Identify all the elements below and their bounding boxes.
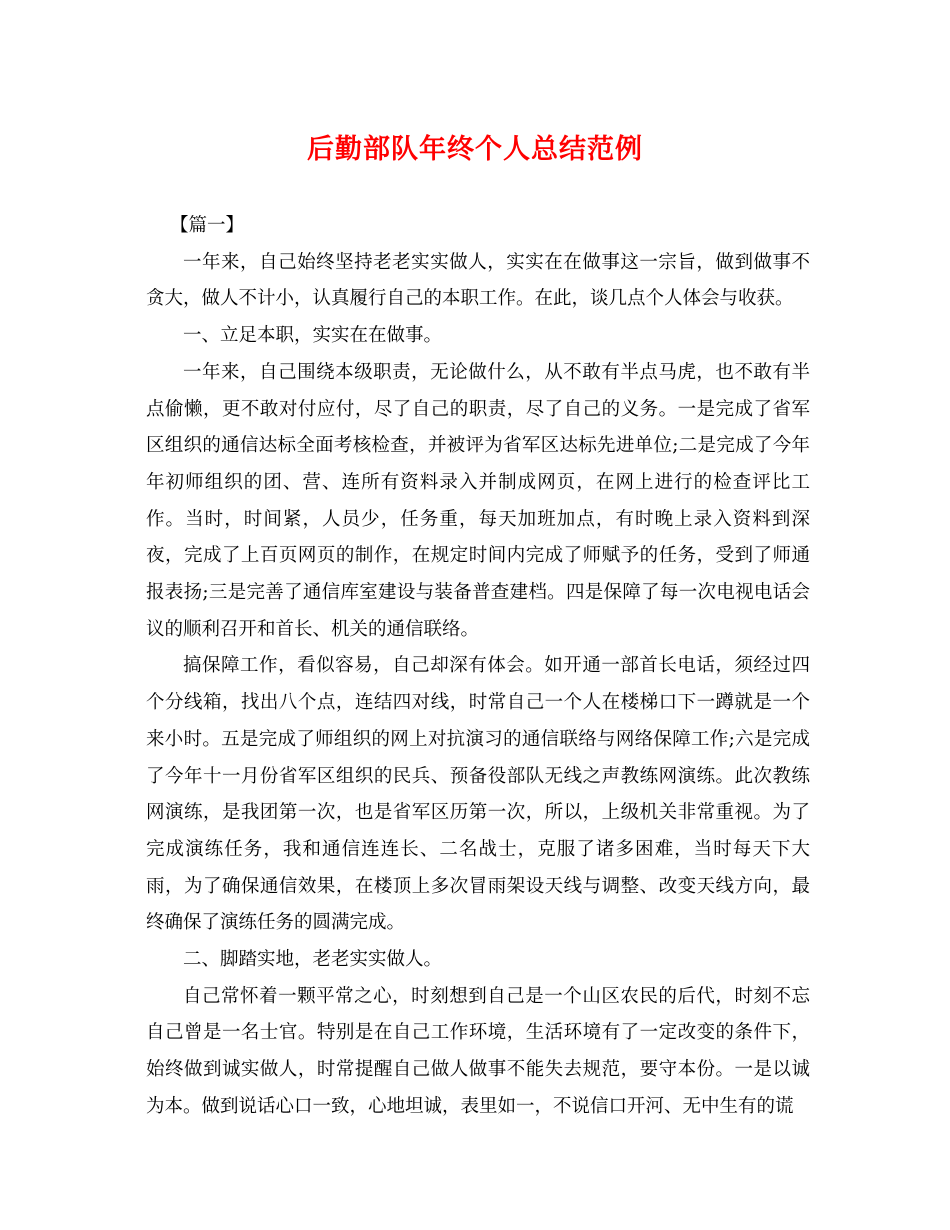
paragraph: 自己常怀着一颗平常之心，时刻想到自己是一个山区农民的后代，时刻不忘自己曾是一名士官。特别是在自己工作环境，生活环境有了一定改变的条件下，始终做到诚实做人，时常提醒自己做人做事不能失去规范，要守本份。一是以诚为本。做到说话心口一致，心地坦诚，表里如一，不说信口开河、无中生有的谎 <box>146 985 810 1117</box>
paragraph: 一年来，自己始终坚持老老实实做人，实实在在做事这一宗旨，做到做事不贪大，做人不计小，认真履行自己的本职工作。在此，谈几点个人体会与收获。 <box>146 251 810 310</box>
paragraph: 搞保障工作，看似容易，自己却深有体会。如开通一部首长电话，须经过四个分线箱，找出八个点，连结四对线，时常自己一个人在楼梯口下一蹲就是一个来小时。五是完成了师组织的网上对抗演习的通信联络与网络保障工作;六是完成了今年十一月份省军区组织的民兵、预备役部队无线之声教练网演练。此次教练网演练，是我团第一次，也是省军区历第一次，所以，上级机关非常重视。为了完成演练任务，我和通信连连长、二名战士，克服了诸多困难，当时每天下大雨，为了确保通信效果，在楼顶上多次冒雨架设天线与调整、改变天线方向，最终确保了演练任务的圆满完成。 <box>146 655 810 934</box>
section-label: 【篇一】 <box>170 215 245 236</box>
document-body <box>146 208 810 1126</box>
section-heading: 二、脚踏实地，老老实实做人。 <box>183 949 443 971</box>
section-heading: 一、立足本职，实实在在做事。 <box>183 325 443 347</box>
paragraph: 一年来，自己围绕本级职责，无论做什么，从不敢有半点马虎，也不敢有半点偷懒，更不敢对付应付，尽了自己的职责，尽了自己的义务。一是完成了省军区组织的通信达标全面考核检查，并被评为省军区达标先进单位;二是完成了今年年初师组织的团、营、连所有资料录入并制成网页，在网上进行的检查评比工作。当时，时间紧，人员少，任务重，每天加班加点，有时晚上录入资料到深夜，完成了上百页网页的制作，在规定时间内完成了师赋予的任务，受到了师通报表扬;三是完善了通信库室建设与装备普查建档。四是保障了每一次电视电话会议的顺利召开和首长、机关的通信联络。 <box>146 361 810 640</box>
document-title: 后勤部队年终个人总结范例 <box>307 134 643 165</box>
